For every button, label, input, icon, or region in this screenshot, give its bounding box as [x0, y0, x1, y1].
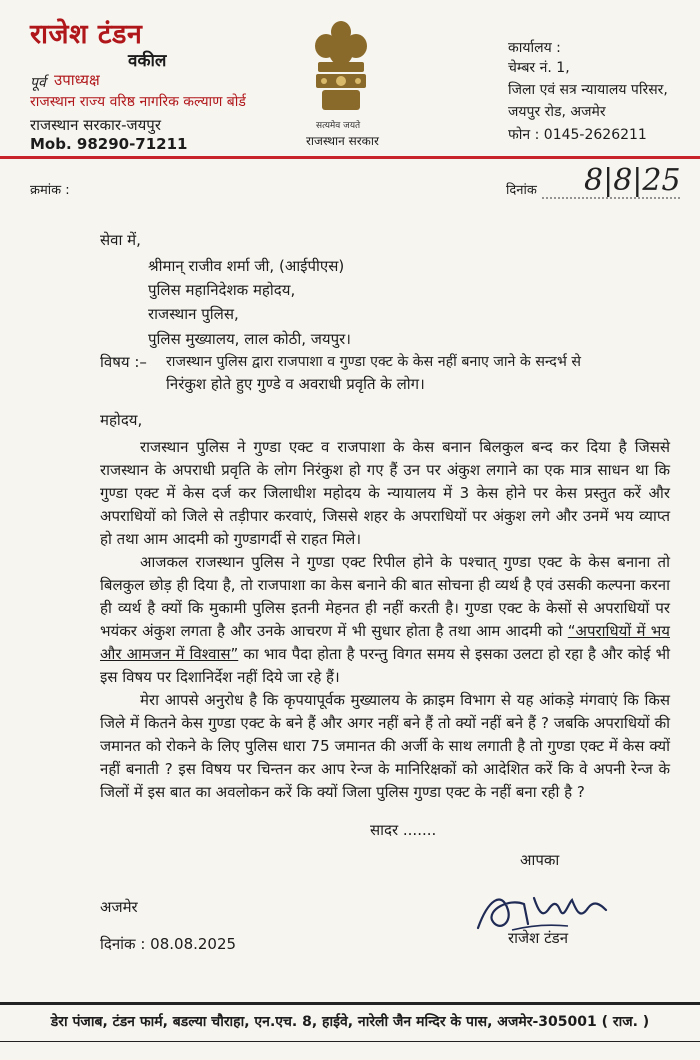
- handwritten-date: 8|8|25: [584, 163, 681, 198]
- date-underline: [542, 195, 682, 201]
- closing-apka: आपका: [520, 851, 560, 869]
- address-line: पुलिस महानिदेशक महोदय,: [148, 281, 296, 299]
- office-title: कार्यालय :: [508, 40, 561, 56]
- office-line: जिला एवं सत्र न्यायालय परिसर,: [508, 82, 668, 98]
- subject-line-1: राजस्थान पुलिस द्वारा राजपाशा व गुण्डा एक्ट के केस नहीं बनाए जाने के सन्दर्भ से: [166, 354, 581, 370]
- closing-date: दिनांक : 08.08.2025: [100, 935, 237, 953]
- body-paragraph-1: राजस्थान पुलिस ने गुण्डा एक्ट व राजपाशा के केस बनान बिलकुल बन्द कर दिया है जिससे राजस्थान के अपराधी प्रवृति के लोग निरंकुश हो गए हैं उन पर अंकुश लगाने का एक मात्र साधन था कि गुण्डा एक्ट में केस दर्ज कर जिलाधीश महोदय के न्यायालय में 3 केस होने पर केस प्रस्तुत करें और अपराधियों को जिले से तड़ीपार करवाएं, जिससे शहर के अपराधियों पर अंकुश लगे और उनमें भय व्याप्त हो तथा आम आदमी को गुण्डागर्दी से राहत मिले।: [100, 438, 670, 548]
- footer-rule-bottom: [0, 1041, 700, 1042]
- salutation-to: सेवा में,: [100, 231, 141, 249]
- body-paragraph-3: मेरा आपसे अनुरोध है कि कृपयापूर्वक मुख्यालय के क्राइम विभाग से यह आंकड़े मंगवाएं कि किस जिले में कितने केस गुण्डा एक्ट के बने हैं और अगर नहीं बने हैं तो क्यों नहीं बने हैं ? जबकि अपराधियों की जमानत को रोकने के लिए पुलिस धारा 75 जमानत की अर्जी के साथ लगाती है तो गुण्डा एक्ट में केस क्यों नहीं बनाती ? इस विषय पर चिन्तन कर आप रेन्ज के मानिरिक्षकों को आदेशित करें कि वे अपनी रेन्ज के जिलों में इस बात का अवलोकन करें कि क्यों जिला पुलिस गुण्डा एक्ट के नहीं बना रही है ?: [100, 691, 670, 801]
- date-label: दिनांक: [506, 183, 537, 198]
- signatory-name: राजेश टंडन: [508, 929, 569, 947]
- letterhead-name: राजेश टंडन: [30, 19, 143, 50]
- emblem-caption: राजस्थान सरकार: [306, 134, 379, 148]
- office-line: जयपुर रोड, अजमेर: [508, 104, 606, 120]
- emblem-motto: सत्यमेव जयते: [316, 121, 361, 131]
- greeting: महोदय,: [100, 411, 143, 429]
- subject-line-2: निरंकुश होते हुए गुण्डे व अवराधी प्रवृति के लोग।: [166, 375, 425, 393]
- letterhead-mobile: Mob. 98290-71211: [30, 135, 188, 153]
- reference-label: क्रमांक :: [30, 183, 70, 198]
- address-line: राजस्थान पुलिस,: [148, 305, 239, 323]
- subject-label: विषय :–: [100, 353, 147, 371]
- address-line: श्रीमान् राजीव शर्मा जी, (आईपीएस): [148, 257, 345, 275]
- letterhead-designation: उपाध्यक्ष: [54, 71, 100, 89]
- footer-address: डेरा पंजाब, टंडन फार्म, बडल्या चौराहा, एन.एच. 8, हाईवे, नारेली जैन मन्दिर के पास, अजमेर-305001 ( राज. ): [50, 1014, 650, 1030]
- ashoka-emblem-icon: [306, 16, 376, 126]
- quoted-motto: “अपराधियों में भय और आमजन में विश्वास”: [100, 622, 670, 663]
- footer-rule-top: [0, 1002, 700, 1005]
- address-line: पुलिस मुख्यालय, लाल कोठी, जयपुर।: [148, 330, 351, 348]
- header-rule: [0, 156, 700, 159]
- closing-place: अजमेर: [100, 898, 138, 916]
- letterhead-government: राजस्थान सरकार-जयपुर: [30, 116, 161, 134]
- handwritten-mark: पूर्व: [30, 75, 46, 91]
- letterhead-role: वकील: [128, 51, 167, 71]
- closing-sadar: सादर .......: [370, 821, 437, 839]
- office-phone: फोन : 0145-2626211: [508, 127, 647, 143]
- office-line: चेम्बर नं. 1,: [508, 60, 570, 76]
- letterhead-organization: राजस्थान राज्य वरिष्ठ नागरिक कल्याण बोर्ड: [30, 94, 246, 110]
- paragraph-2-text: आजकल राजस्थान पुलिस ने गुण्डा एक्ट रिपील होने के पश्चात् गुण्डा एक्ट के केस बनाना तो बिलकुल छोड़ ही दिया है, तो राजपाशा का केस बनाने की बात सोचना ही व्यर्थ है एवं उसकी कल्पना करना ही व्यर्थ है क्यों कि मुकामी पुलिस इतनी मेहनत ही नहीं करती है। गुण्डा एक्ट के केसों से अपराधियों पर भयंकर अंकुश लगता है और उनके आचरण में भी सुधार होता है तथा आम आदमी को: [100, 553, 670, 640]
- body-paragraph-2: [100, 551, 670, 689]
- paragraph-2-text-end: का भाव पैदा होता है परन्तु विगत समय से इसका उलटा हो रहा है और कोई भी इस विषय पर दिशानिर्देश नहीं दिये जा रहे हैं।: [100, 645, 670, 686]
